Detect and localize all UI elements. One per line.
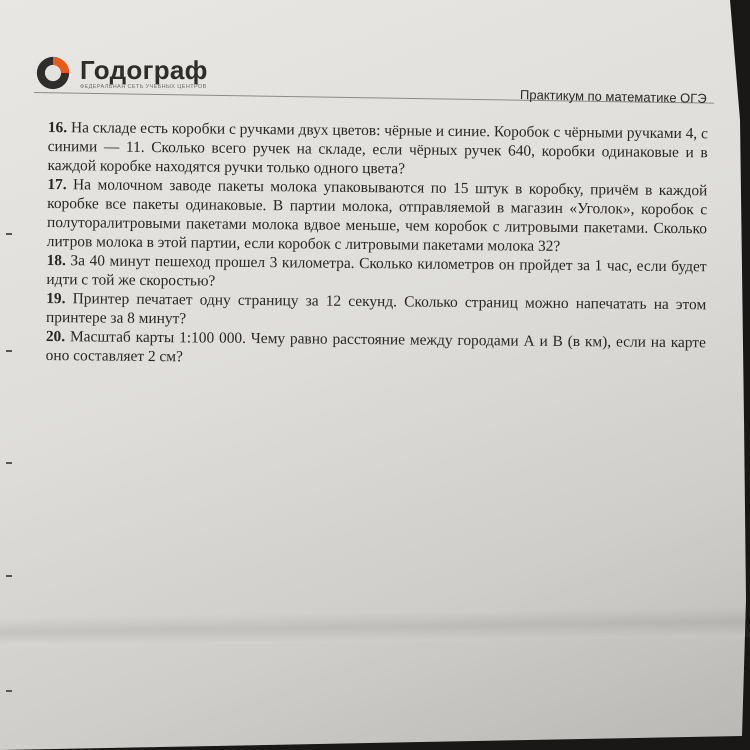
logo <box>34 54 208 92</box>
problem-list <box>46 118 708 371</box>
margin-mark <box>6 350 12 352</box>
margin-mark <box>6 462 12 464</box>
problem-16 <box>47 118 708 181</box>
brand-tagline: ФЕДЕРАЛЬНАЯ СЕТЬ УЧЕБНЫХ ЦЕНТРОВ <box>80 83 207 90</box>
brand-name: Годограф <box>80 54 208 85</box>
problem-18 <box>46 251 706 295</box>
problem-text: Принтер печатает одну страницу за 12 секунд. Сколько страниц можно напечатать на этом принтере за 8 минут? <box>46 290 707 328</box>
problem-number: 18. <box>46 251 66 270</box>
problem-number: 16. <box>47 118 68 137</box>
problem-17 <box>47 175 708 257</box>
margin-mark <box>6 575 12 577</box>
problem-19 <box>46 289 706 333</box>
problem-number: 20. <box>45 327 66 346</box>
margin-mark <box>6 690 12 692</box>
problem-text: На молочном заводе пакеты молока упаковываются по 15 штук в коробку, причём в каждой коробке все пакеты одинаковые. В партии молока, отправляемой в магазин «Уголок», коробок с полуторалитровыми пакетами молока вдвое меньше, чем коробок с литровыми пакетами. Сколько литров молока в этой партии, если коробок с литровыми пакетами молока 32? <box>46 176 708 255</box>
godograf-logo-icon <box>34 54 72 92</box>
problem-text: На складе есть коробки с ручками двух цветов: чёрные и синие. Коробок с чёрными ручками 4, с синими — 11. Сколько всего ручек на складе, если чёрных ручек 640, коробки одинаковые и в каждой коробке находятся ручки только одного цвета? <box>47 119 708 178</box>
problem-text: Масштаб карты 1:100 000. Чему равно расстояние между городами А и В (в км), если на карте оно составляет 2 см? <box>45 328 706 366</box>
problem-number: 17. <box>47 175 67 194</box>
page-subtitle: Практикум по математике ОГЭ <box>519 87 707 106</box>
problem-text: За 40 минут пешеход прошел 3 километра. Сколько километров он пройдет за 1 час, если будет идти с той же скоростью? <box>46 252 707 290</box>
margin-mark <box>6 233 12 235</box>
problem-number: 19. <box>46 289 66 308</box>
problem-20 <box>46 327 706 371</box>
